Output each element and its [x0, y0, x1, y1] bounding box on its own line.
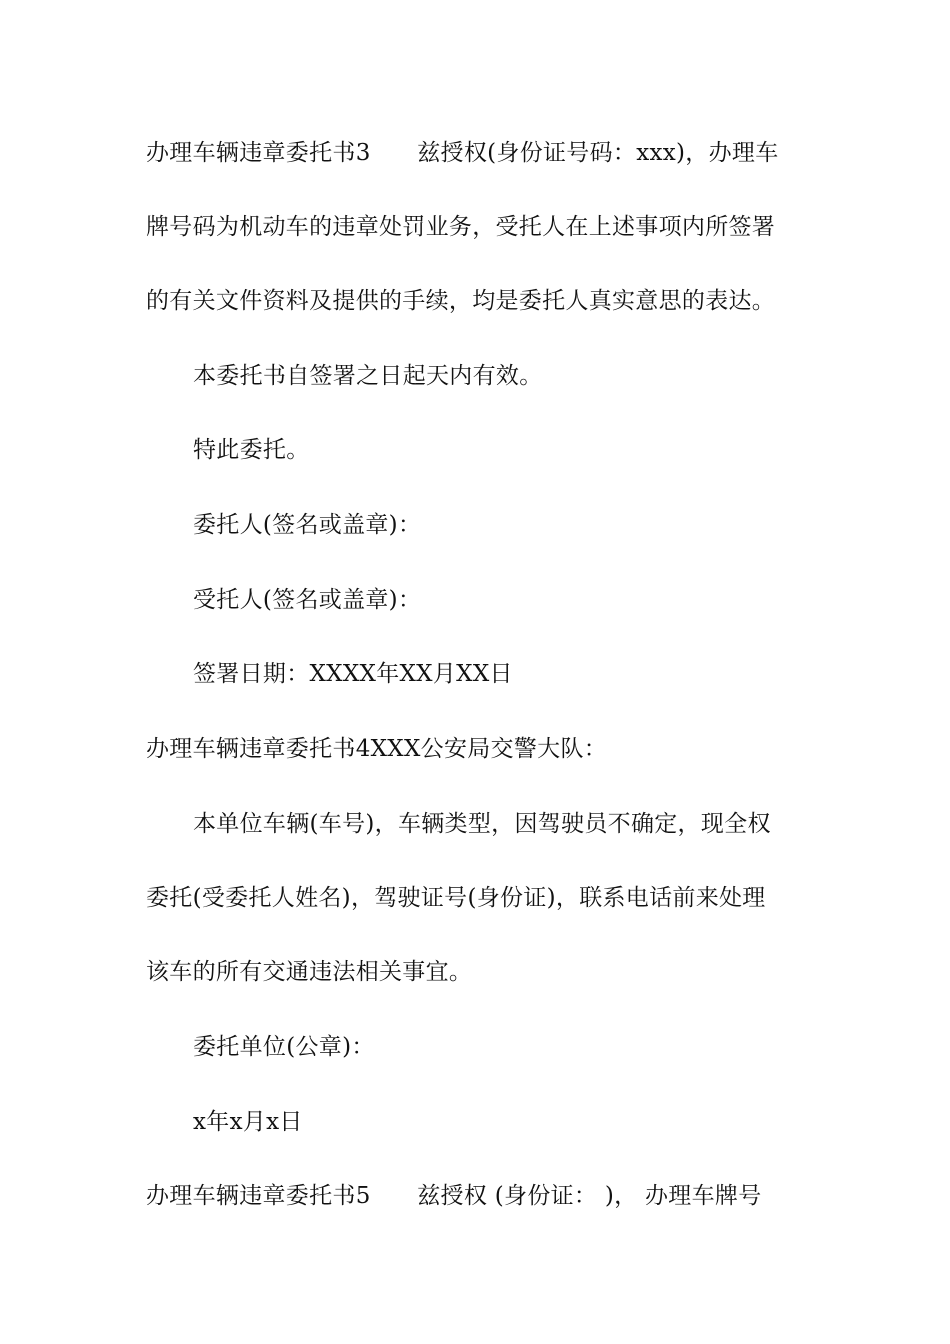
signing-date-line: 签署日期：XXXX年XX月XX日	[193, 661, 513, 687]
paragraph-line-2: 牌号码为机动车的违章处罚业务，受托人在上述事项内所签署	[146, 214, 776, 240]
section-4-paragraph-line-1: 本单位车辆(车号)，车辆类型，因驾驶员不确定，现全权	[193, 811, 771, 837]
principal-signature-line: 委托人(签名或盖章)：	[193, 512, 422, 538]
section-5-line-1: 办理车辆违章委托书5 兹授权 (身份证： )， 办理车牌号	[146, 1183, 762, 1209]
paragraph-line-1: 办理车辆违章委托书3 兹授权(身份证号码：xxx)，办理车	[146, 140, 779, 166]
section-4-heading-line: 办理车辆违章委托书4XXX公安局交警大队：	[146, 736, 608, 762]
closing-line: 特此委托。	[193, 437, 310, 463]
entrusting-unit-line: 委托单位(公章)：	[193, 1034, 375, 1060]
section-4-paragraph-line-3: 该车的所有交通违法相关事宜。	[146, 959, 473, 985]
section-4-paragraph-line-2: 委托(受委托人姓名)，驾驶证号(身份证)，联系电话前来处理	[146, 885, 766, 911]
date-line: x年x月x日	[193, 1109, 303, 1135]
agent-signature-line: 受托人(签名或盖章)：	[193, 587, 422, 613]
validity-line: 本委托书自签署之日起天内有效。	[193, 363, 543, 389]
paragraph-line-3: 的有关文件资料及提供的手续，均是委托人真实意思的表达。	[146, 288, 776, 314]
